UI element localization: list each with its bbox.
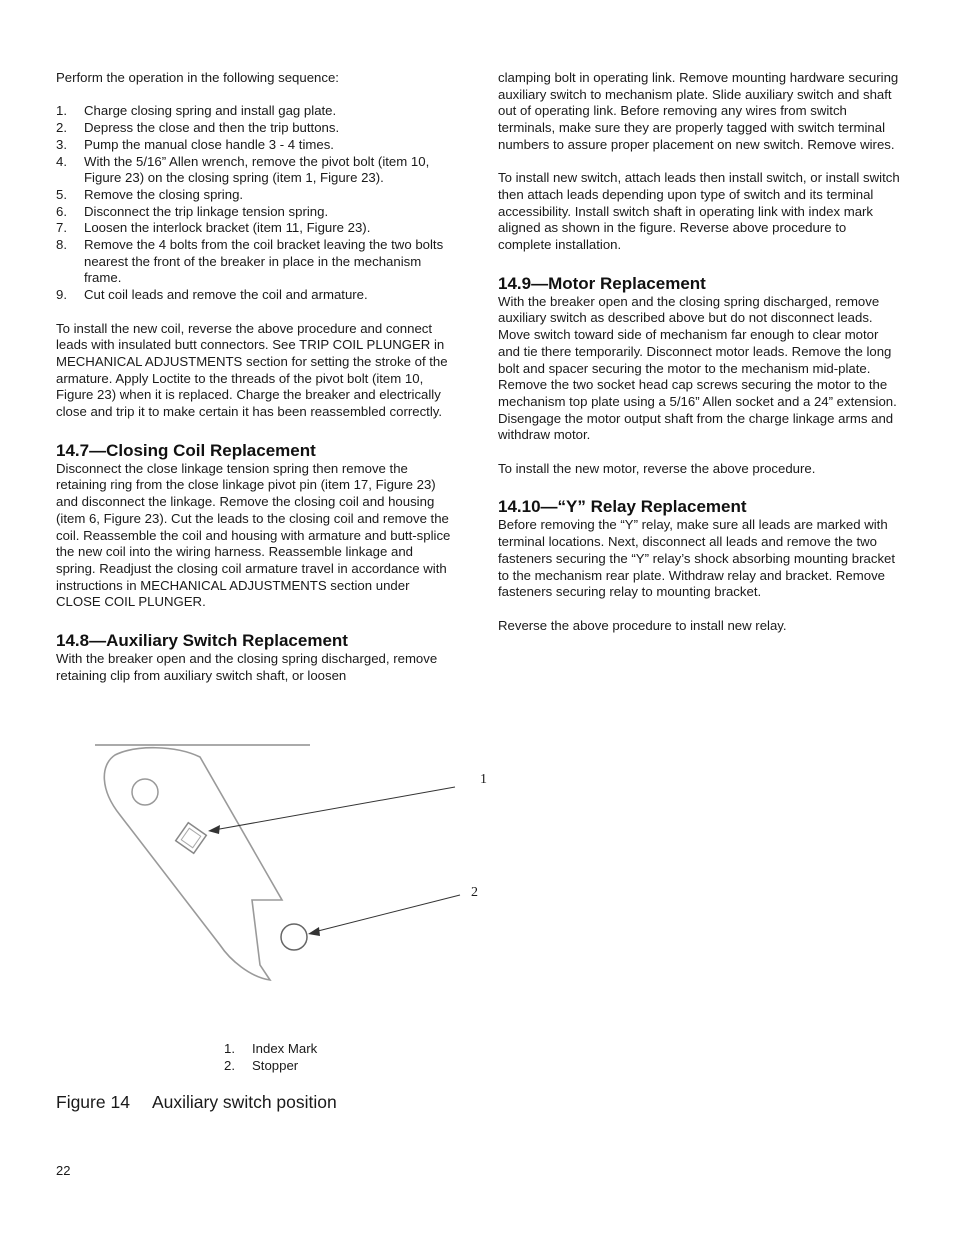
- index-mark: [176, 823, 207, 854]
- auxiliary-switch-figure: [60, 735, 500, 995]
- aux-switch-continuation: clamping bolt in operating link. Remove mounting hardware securing auxiliary switch to mechanism plate. Slide auxiliary switch and shaft out of operating link. Before removing any wires from switch terminals, make sure they are properly tagged with switch terminal numbers to assure proper placement on new switch. Remove wires.: [498, 70, 899, 152]
- intro-text: Perform the operation in the following sequence:: [56, 70, 339, 85]
- figure-caption-text: Auxiliary switch position: [151, 1092, 337, 1112]
- list-item: 3. Pump the manual close handle 3 - 4 times.: [56, 136, 334, 152]
- arrow-head-1: [208, 825, 220, 834]
- closing-coil-paragraph: Disconnect the close linkage tension spring then remove the retaining ring from the close linkage pivot pin (item 17, Figure 23) and disconnect the linkage. Remove the closing coil and housing (item 6, Figure 23). Cut the leads to the closing coil and remove the coil. Reassemble the coil and housing with armature and butt-splice the new coil into the wiring harness. Reassemble linkage and spring. Readjust the closing coil armature travel in accordance with instructions in MECHANICAL ADJUSTMENTS section under CLOSE COIL PLUNGER.: [56, 460, 451, 610]
- list-item: 1. Charge closing spring and install gag plate.: [56, 103, 337, 119]
- relay-install-paragraph: Reverse the above procedure to install new relay.: [498, 617, 787, 633]
- heading-14-7: 14.7—Closing Coil Replacement: [56, 440, 316, 460]
- list-item: 9. Cut coil leads and remove the coil and armature.: [56, 287, 368, 303]
- figure-legend: [224, 1041, 317, 1074]
- figure-caption: [56, 1092, 337, 1113]
- list-item: 5. Remove the closing spring.: [56, 186, 244, 202]
- list-item: 7. Loosen the interlock bracket (item 11, Figure 23).: [56, 220, 371, 236]
- callout-2-label: 2: [471, 885, 478, 900]
- switch-plate-outline: [104, 748, 282, 980]
- relay-paragraph: Before removing the “Y” relay, make sure all leads are marked with terminal locations. Next, disconnect all leads and remove the two fasteners securing the “Y” relay’s shock absorbing mounting bracket to the mechanism rear plate. Withdraw relay and bracket. Remove fasteners securing relay to mounting bracket.: [498, 517, 896, 600]
- list-item: 6. Disconnect the trip linkage tension spring.: [56, 203, 329, 219]
- aux-switch-paragraph: With the breaker open and the closing spring discharged, remove retaining clip from auxiliary switch shaft, or loosen: [56, 651, 438, 683]
- arrow-head-2: [308, 927, 320, 936]
- list-item: 2. Depress the close and then the trip buttons.: [56, 120, 340, 136]
- motor-install-paragraph: To install the new motor, reverse the above procedure.: [498, 460, 816, 476]
- step-list: [56, 103, 456, 303]
- motor-paragraph: With the breaker open and the closing spring discharged, remove auxiliary switch as described above but do not disconnect leads. Move switch toward side of mechanism far enough to clear motor and tie there temporarily. Disconnect motor leads. Remove the long bolt and spacer securing the motor to the mechanism mid-plate. Remove the two socket head cap screws securing the motor to the mechanism top plate using a 5/16” Allen socket and a 24” extension. Disengage the motor output shaft from the charge linkage arms and withdraw motor.: [498, 293, 897, 443]
- left-column: [56, 70, 456, 684]
- arrow-line-1: [214, 787, 455, 830]
- list-item: 1. Index Mark: [224, 1041, 318, 1056]
- right-column: [498, 70, 900, 634]
- heading-14-9: 14.9—Motor Replacement: [498, 273, 706, 293]
- list-item: 4. With the 5/16” Allen wrench, remove the pivot bolt (item 10, Figure 23) on the closing spring (item 1, Figure 23).: [56, 153, 430, 186]
- install-switch-paragraph: To install new switch, attach leads then install switch, or install switch then attach leads depending upon type of switch and its terminal accessibility. Install switch shaft in operating link with index mark aligned as shown in the figure. Reverse above procedure to complete installation.: [498, 170, 900, 253]
- page-number: 22: [56, 1163, 71, 1178]
- mounting-hole: [132, 779, 158, 805]
- heading-14-10: 14.10—“Y” Relay Replacement: [498, 497, 747, 517]
- heading-14-8: 14.8—Auxiliary Switch Replacement: [56, 631, 348, 651]
- arrow-line-2: [314, 895, 460, 932]
- figure-caption-number: Figure 14: [56, 1092, 130, 1112]
- stopper-circle: [281, 924, 307, 950]
- list-item: 8. Remove the 4 bolts from the coil bracket leaving the two bolts nearest the front of the breaker in place in the mechanism frame.: [56, 237, 444, 286]
- callout-1-label: 1: [480, 772, 487, 787]
- install-coil-paragraph: To install the new coil, reverse the above procedure and connect leads with insulated butt connectors. See TRIP COIL PLUNGER in MECHANICAL ADJUSTMENTS section for setting the stroke of the armature. Apply Loctite to the threads of the pivot bolt (item 10, Figure 23) when it is replaced. Charge the breaker and electrically close and trip it to make certain it has been reassembled correctly.: [56, 320, 448, 420]
- list-item: 2. Stopper: [224, 1057, 299, 1073]
